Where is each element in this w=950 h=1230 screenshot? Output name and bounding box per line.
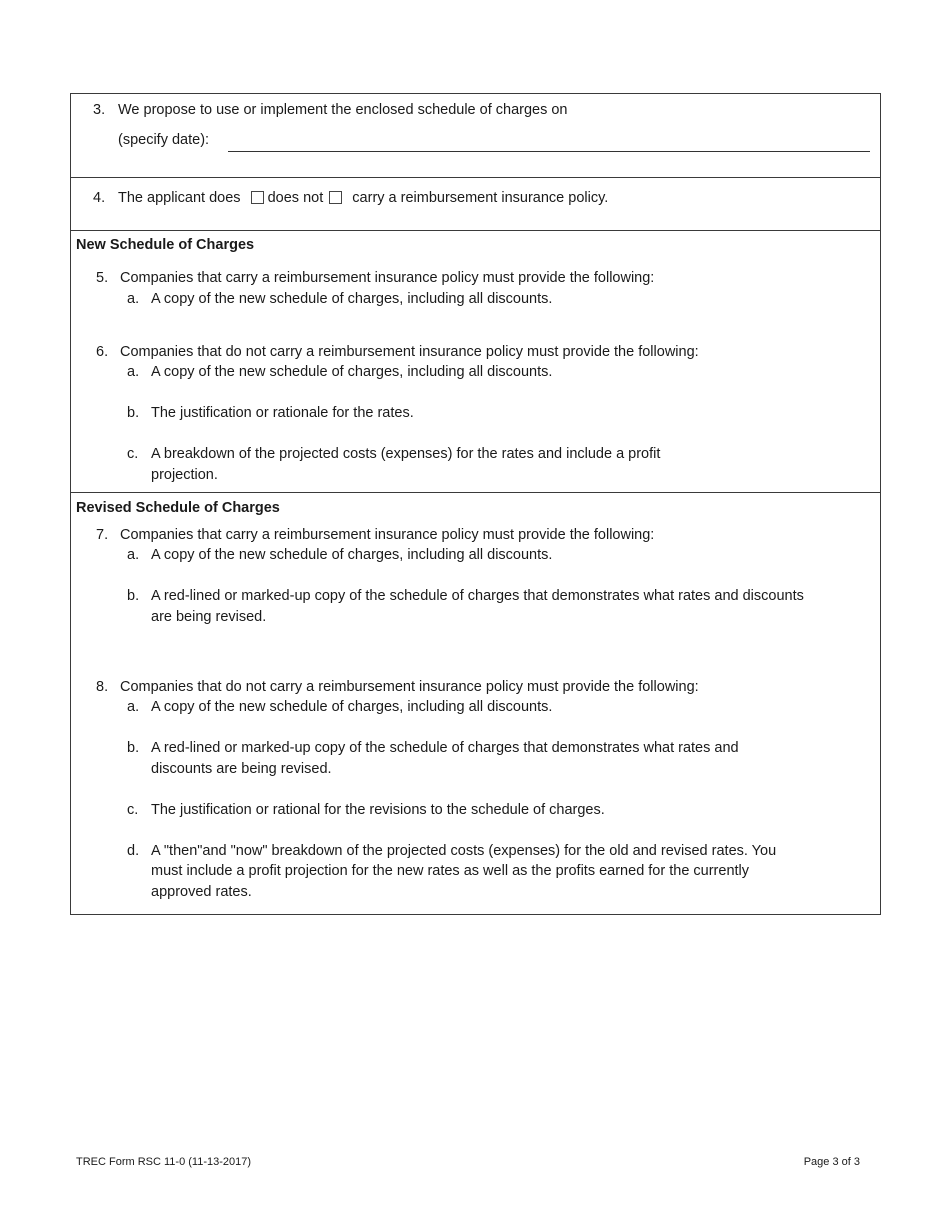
q6-text: Companies that do not carry a reimbursement insurance policy must provide the following: bbox=[120, 344, 699, 360]
list-item-continued: are being revised. bbox=[151, 609, 267, 625]
list-item: A copy of the new schedule of charges, including all discounts. bbox=[151, 547, 553, 563]
list-item-letter: a. bbox=[127, 547, 140, 563]
list-item-continued: must include a profit projection for the new rates as well as the profits earned for the currently bbox=[151, 863, 750, 879]
list-item: A red-lined or marked-up copy of the schedule of charges that demonstrates what rates and bbox=[151, 740, 739, 756]
list-item-letter: d. bbox=[127, 843, 140, 859]
q6-number: 6. bbox=[96, 344, 109, 360]
q8-number: 8. bbox=[96, 679, 109, 695]
list-item-continued: projection. bbox=[151, 467, 218, 483]
q4-text-post: carry a reimbursement insurance policy. bbox=[352, 190, 609, 206]
q7-number: 7. bbox=[96, 527, 109, 543]
list-item-letter: a. bbox=[127, 291, 140, 307]
q3-date-label: (specify date): bbox=[118, 132, 210, 148]
list-item-continued: discounts are being revised. bbox=[151, 761, 332, 777]
divider bbox=[70, 177, 881, 178]
q4-line bbox=[118, 188, 608, 208]
q7-text: Companies that carry a reimbursement insurance policy must provide the following: bbox=[120, 527, 655, 543]
divider bbox=[70, 492, 881, 493]
list-item: The justification or rational for the revisions to the schedule of charges. bbox=[151, 802, 605, 818]
list-item-letter: b. bbox=[127, 740, 140, 756]
list-item-letter: c. bbox=[127, 446, 139, 462]
list-item-letter: c. bbox=[127, 802, 139, 818]
list-item: A red-lined or marked-up copy of the schedule of charges that demonstrates what rates and discounts bbox=[151, 588, 804, 604]
list-item-letter: b. bbox=[127, 405, 140, 421]
divider bbox=[70, 230, 881, 231]
q5-text: Companies that carry a reimbursement insurance policy must provide the following: bbox=[120, 270, 655, 286]
q8-text: Companies that do not carry a reimbursement insurance policy must provide the following: bbox=[120, 679, 699, 695]
q4-text-mid: does not bbox=[267, 190, 324, 206]
list-item-continued: approved rates. bbox=[151, 884, 252, 900]
q4-text-pre: The applicant does bbox=[118, 190, 241, 206]
list-item-letter: b. bbox=[127, 588, 140, 604]
does-not-checkbox[interactable] bbox=[329, 191, 342, 204]
section-heading-revised: Revised Schedule of Charges bbox=[76, 500, 280, 516]
list-item-letter: a. bbox=[127, 364, 140, 380]
does-checkbox[interactable] bbox=[251, 191, 264, 204]
list-item: A breakdown of the projected costs (expenses) for the rates and include a profit bbox=[151, 446, 661, 462]
list-item: A copy of the new schedule of charges, including all discounts. bbox=[151, 364, 553, 380]
form-id: TREC Form RSC 11-0 (11-13-2017) bbox=[76, 1156, 252, 1168]
list-item-letter: a. bbox=[127, 699, 140, 715]
section-heading-new: New Schedule of Charges bbox=[76, 237, 255, 253]
q5-number: 5. bbox=[96, 270, 109, 286]
q3-text: We propose to use or implement the enclosed schedule of charges on bbox=[118, 102, 568, 118]
page-number: Page 3 of 3 bbox=[803, 1156, 860, 1168]
list-item: A copy of the new schedule of charges, including all discounts. bbox=[151, 291, 553, 307]
q4-number: 4. bbox=[93, 190, 106, 206]
list-item: A copy of the new schedule of charges, including all discounts. bbox=[151, 699, 553, 715]
q3-number: 3. bbox=[93, 102, 106, 118]
date-input-line[interactable] bbox=[228, 151, 870, 152]
list-item: A "then"and "now" breakdown of the projected costs (expenses) for the old and revised rates. You bbox=[151, 843, 777, 859]
list-item: The justification or rationale for the rates. bbox=[151, 405, 414, 421]
